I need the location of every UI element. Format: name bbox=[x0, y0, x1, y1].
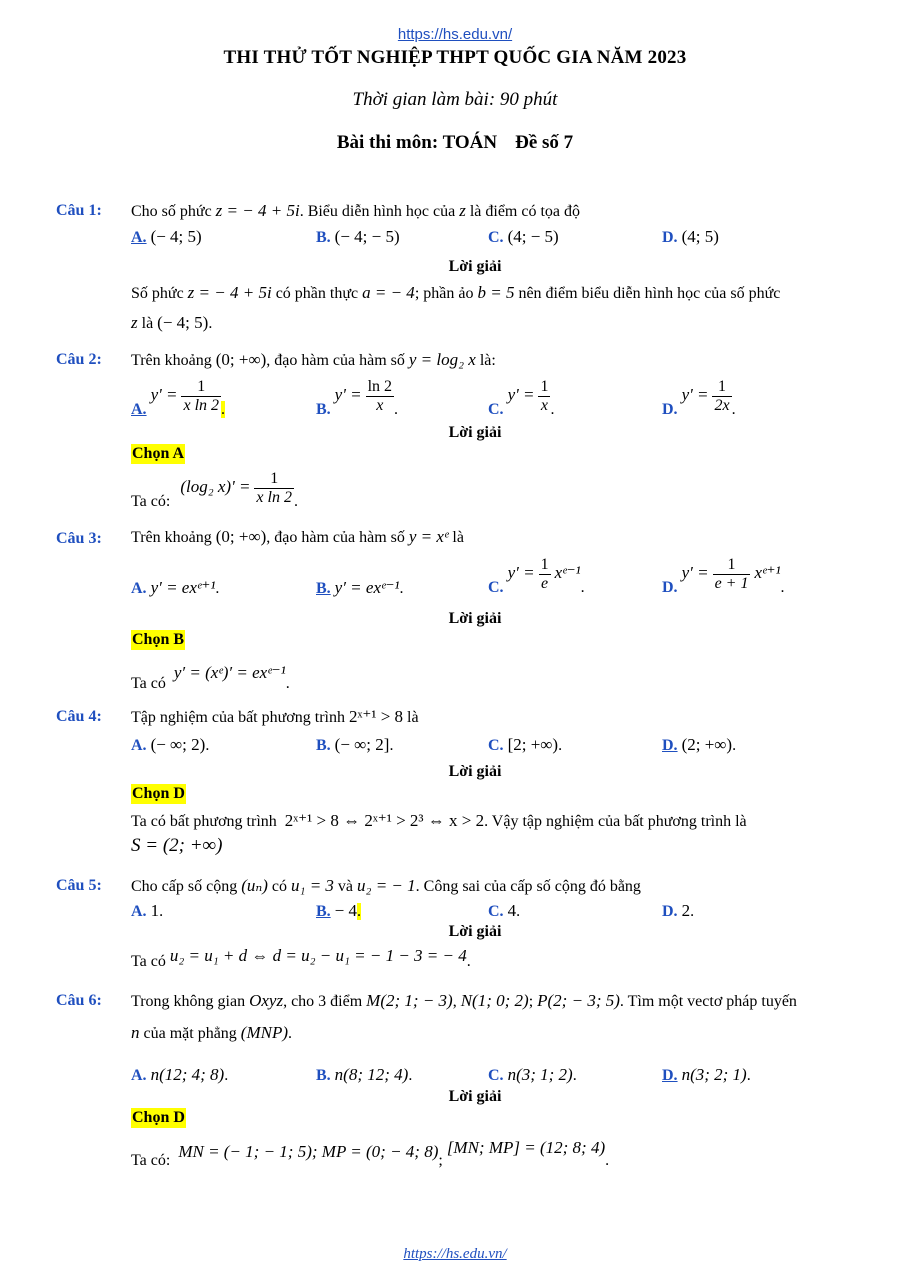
option-value: − 4 bbox=[334, 901, 358, 920]
q3-option-a[interactable] bbox=[131, 578, 219, 599]
q2-option-c[interactable] bbox=[488, 378, 554, 420]
option-letter: D. bbox=[662, 401, 678, 419]
numerator: 1 bbox=[181, 378, 221, 397]
option-value: 4 bbox=[507, 901, 517, 920]
q5-option-a[interactable] bbox=[131, 901, 163, 922]
punct: . bbox=[288, 1025, 293, 1042]
q4-solution-heading: Lời giải bbox=[448, 763, 502, 780]
q4-label: Câu 4: bbox=[56, 708, 102, 725]
fraction bbox=[713, 556, 751, 593]
option-letter: C. bbox=[488, 401, 504, 419]
q6-answer-choice: Chọn D bbox=[132, 1109, 185, 1126]
q5-option-d[interactable] bbox=[662, 901, 694, 922]
option-letter: B. bbox=[316, 580, 331, 597]
q6-stem bbox=[131, 991, 797, 1012]
exam-title: THI THỬ TỐT NGHIỆP THPT QUỐC GIA NĂM 2023 bbox=[223, 47, 687, 68]
q1-stem-text: là điểm có tọa độ bbox=[469, 203, 581, 220]
q5-option-c[interactable] bbox=[488, 901, 520, 922]
numerator: 1 bbox=[540, 378, 549, 395]
numerator: 1 bbox=[540, 556, 549, 573]
option-value: y′ = bbox=[681, 563, 709, 583]
punct: . bbox=[690, 903, 695, 920]
q6-stem-text: . Tìm một vectơ pháp tuyến bbox=[619, 993, 797, 1010]
option-value: y' = bbox=[334, 385, 362, 405]
q2-option-d[interactable] bbox=[662, 378, 736, 420]
q4-option-d[interactable] bbox=[662, 735, 736, 756]
q5-stem-math: u₁ = 3 bbox=[291, 876, 334, 895]
punct: . bbox=[732, 737, 737, 754]
option-letter: D. bbox=[662, 1067, 678, 1084]
option-value: (− ∞; 2) bbox=[150, 735, 206, 754]
sol-math: MN = (− 1; − 1; 5); MP = (0; − 4; 8) bbox=[178, 1142, 439, 1161]
punct: . bbox=[285, 675, 290, 692]
exam-subject bbox=[0, 132, 910, 154]
option-value: 1 bbox=[150, 901, 160, 920]
option-value: y' = bbox=[507, 385, 535, 405]
punct: . bbox=[466, 953, 471, 970]
footer-site-link[interactable]: https://hs.edu.vn/ bbox=[403, 1246, 507, 1262]
q4-stem-text: Tập nghiệm của bất phương trình bbox=[131, 709, 345, 726]
sol-text: Ta có: bbox=[131, 493, 171, 511]
option-value: 2 bbox=[681, 901, 691, 920]
sol-text: là bbox=[141, 315, 154, 332]
option-letter: B. bbox=[316, 903, 331, 920]
denominator: x bbox=[540, 397, 549, 414]
punct: . bbox=[572, 1067, 577, 1084]
q1-solution-line bbox=[131, 283, 780, 304]
fraction bbox=[181, 378, 221, 415]
option-letter: D. bbox=[662, 579, 678, 597]
punct: . bbox=[159, 903, 164, 920]
sol-text: Ta có bbox=[131, 675, 166, 692]
option-value: y′ = exᵉ⁺¹ bbox=[150, 578, 216, 597]
option-value: n(12; 4; 8) bbox=[150, 1065, 225, 1084]
option-value: (− 4; − 5) bbox=[334, 227, 400, 246]
sol-math: b = 5 bbox=[477, 283, 515, 302]
sol-math: a = − 4 bbox=[362, 283, 415, 302]
q4-answer-choice: Chọn D bbox=[132, 785, 185, 802]
option-value: y' = bbox=[150, 385, 178, 405]
denominator: 2x bbox=[714, 397, 730, 414]
punct: . bbox=[389, 737, 394, 754]
option-value: (− ∞; 2] bbox=[334, 735, 390, 754]
q3-option-b[interactable] bbox=[316, 578, 404, 599]
sol-math: z = − 4 + 5i bbox=[187, 283, 272, 302]
sol-math: y′ = (xᵉ)′ = exᵉ⁻¹ bbox=[173, 663, 286, 682]
option-letter: B. bbox=[316, 401, 331, 419]
q5-option-b[interactable] bbox=[316, 901, 361, 922]
punct: . bbox=[399, 580, 404, 597]
option-value: y′ = exᵉ⁻¹ bbox=[334, 578, 400, 597]
option-letter: C. bbox=[488, 737, 504, 754]
q6-option-a[interactable] bbox=[131, 1065, 228, 1086]
q3-stem bbox=[131, 527, 464, 548]
q3-stem-math: (0; +∞) bbox=[215, 527, 267, 546]
q4-solution-set bbox=[131, 836, 222, 857]
option-letter: D. bbox=[662, 229, 678, 246]
option-value: [2; +∞) bbox=[507, 735, 559, 754]
fraction bbox=[712, 378, 731, 415]
q2-solution-line bbox=[131, 470, 298, 512]
q1-option-c[interactable] bbox=[488, 227, 559, 248]
exam-code: Đề số 7 bbox=[515, 132, 574, 153]
q3-label: Câu 3: bbox=[56, 530, 102, 547]
q6-stem-math: n bbox=[131, 1023, 140, 1042]
option-letter: A. bbox=[131, 401, 147, 419]
fraction bbox=[538, 378, 550, 415]
option-value: xᵉ⁺¹ bbox=[754, 563, 781, 583]
q6-option-b[interactable] bbox=[316, 1065, 412, 1086]
q3-option-c[interactable] bbox=[488, 556, 585, 598]
q6-option-c[interactable] bbox=[488, 1065, 577, 1086]
option-value: (2; +∞) bbox=[681, 735, 733, 754]
sol-text: Ta có bbox=[131, 953, 166, 970]
q3-stem-text: là bbox=[452, 529, 464, 546]
exam-time: Thời gian làm bài: 90 phút bbox=[352, 89, 558, 110]
punct: , bbox=[452, 993, 457, 1010]
denominator: x ln 2 bbox=[183, 397, 220, 414]
punct: . bbox=[205, 737, 210, 754]
q5-stem-text: và bbox=[337, 878, 354, 895]
q1-stem-text: Cho số phức bbox=[131, 203, 212, 220]
option-value: (− 4; 5) bbox=[150, 227, 202, 246]
punct: . bbox=[550, 401, 555, 419]
punct: . bbox=[293, 493, 298, 511]
option-letter: A. bbox=[131, 737, 147, 754]
option-letter: A. bbox=[131, 903, 147, 920]
q5-label: Câu 5: bbox=[56, 877, 102, 894]
option-letter: A. bbox=[131, 580, 147, 597]
sol-math: S = (2; +∞) bbox=[131, 835, 223, 856]
q2-stem bbox=[131, 350, 496, 371]
option-letter: C. bbox=[488, 903, 504, 920]
header-site-link[interactable]: https://hs.edu.vn/ bbox=[397, 26, 513, 43]
q1-option-b[interactable] bbox=[316, 227, 400, 248]
q4-stem-text: là bbox=[407, 709, 419, 726]
q4-solution-text bbox=[131, 811, 873, 832]
q3-solution-line bbox=[131, 663, 290, 694]
q5-stem bbox=[131, 876, 641, 897]
option-value: y' = bbox=[681, 385, 709, 405]
q2-label: Câu 2: bbox=[56, 351, 102, 368]
fraction bbox=[254, 470, 294, 507]
q2-option-a[interactable] bbox=[131, 378, 225, 420]
sol-text: . Vậy tập nghiệm của bất phương trình là bbox=[484, 813, 747, 830]
q1-label: Câu 1: bbox=[56, 202, 102, 219]
q6-stem-text: , cho 3 điểm bbox=[283, 993, 363, 1010]
q5-stem-math: u₂ = − 1 bbox=[357, 876, 416, 895]
sol-text: có phần thực bbox=[275, 285, 359, 302]
q4-option-b[interactable] bbox=[316, 735, 393, 756]
sol-text: Số phức bbox=[131, 285, 184, 302]
q4-option-c[interactable] bbox=[488, 735, 562, 756]
q1-option-d[interactable] bbox=[662, 227, 719, 248]
option-letter: B. bbox=[316, 1067, 331, 1084]
sol-math: (− 4; 5) bbox=[157, 313, 209, 332]
q2-stem-text: Trên khoảng bbox=[131, 352, 212, 369]
numerator: ln 2 bbox=[367, 378, 393, 395]
punct: . bbox=[605, 1152, 610, 1169]
option-value: n(8; 12; 4) bbox=[334, 1065, 409, 1084]
punct: . bbox=[731, 401, 736, 419]
numerator: 1 bbox=[713, 556, 751, 575]
option-letter: C. bbox=[488, 229, 504, 246]
option-value: n(3; 1; 2) bbox=[507, 1065, 573, 1084]
denominator: x bbox=[376, 397, 384, 414]
punct: . bbox=[580, 579, 585, 597]
option-letter: A. bbox=[131, 1067, 147, 1084]
option-letter: D. bbox=[662, 737, 678, 754]
numerator: 1 bbox=[712, 378, 731, 397]
q6-stem-math: (MNP) bbox=[240, 1023, 289, 1042]
option-letter: D. bbox=[662, 903, 678, 920]
option-letter: A. bbox=[131, 229, 147, 246]
q2-option-b[interactable] bbox=[316, 378, 398, 420]
punct: . bbox=[224, 1067, 229, 1084]
q3-solution-heading: Lời giải bbox=[448, 610, 502, 627]
option-letter: B. bbox=[316, 737, 331, 754]
sol-math: [MN; MP] = (12; 8; 4) bbox=[446, 1138, 606, 1157]
punct: . bbox=[357, 903, 362, 920]
q5-stem-text: . Công sai của cấp số cộng đó bằng bbox=[415, 878, 641, 895]
q6-stem-text: của mặt phẳng bbox=[143, 1025, 237, 1042]
sol-math: (log₂ x)' = bbox=[180, 477, 251, 497]
punct: . bbox=[558, 737, 563, 754]
q5-stem-text: có bbox=[271, 878, 288, 895]
q6-stem-math: N(1; 0; 2) bbox=[460, 991, 529, 1010]
q4-stem bbox=[131, 707, 419, 728]
q2-stem-math: (0; +∞) bbox=[215, 350, 267, 369]
subject-label: Bài thi môn: TOÁN bbox=[336, 132, 498, 153]
punct: . bbox=[408, 1067, 413, 1084]
q6-solution-line bbox=[131, 1138, 610, 1171]
q6-stem-math: Oxyz bbox=[249, 991, 284, 1010]
q2-stem-math: y = log₂ x bbox=[408, 350, 476, 369]
punct: . bbox=[221, 401, 226, 419]
q5-solution-heading: Lời giải bbox=[448, 923, 502, 940]
punct: . bbox=[208, 315, 213, 332]
q5-stem-text: Cho cấp số cộng bbox=[131, 878, 238, 895]
punct: . bbox=[215, 580, 220, 597]
q3-answer-choice: Chọn B bbox=[132, 631, 185, 648]
q1-solution-line-2 bbox=[131, 313, 212, 334]
q6-option-d[interactable] bbox=[662, 1065, 751, 1086]
q3-option-d[interactable] bbox=[662, 556, 785, 598]
q5-solution-line bbox=[131, 946, 471, 972]
option-letter: B. bbox=[316, 229, 331, 246]
fraction bbox=[539, 556, 551, 593]
q1-solution-heading: Lời giải bbox=[448, 258, 502, 275]
q2-solution-heading: Lời giải bbox=[448, 424, 502, 441]
q3-stem-text: , đạo hàm của hàm số bbox=[266, 529, 405, 546]
numerator: 1 bbox=[254, 470, 294, 489]
option-letter: C. bbox=[488, 579, 504, 597]
q5-stem-math: (uₙ) bbox=[241, 876, 268, 895]
q4-option-a[interactable] bbox=[131, 735, 209, 756]
q6-label: Câu 6: bbox=[56, 992, 102, 1009]
q1-stem-math: z = − 4 + 5i bbox=[215, 201, 300, 220]
sol-math: u₂ = u₁ + d ⇔ d = u₂ − u₁ = − 1 − 3 = − 4 bbox=[169, 946, 467, 965]
fraction bbox=[366, 378, 394, 415]
punct: ; bbox=[438, 1152, 443, 1169]
q1-stem-math: z bbox=[459, 201, 466, 220]
option-value: n(3; 2; 1) bbox=[681, 1065, 747, 1084]
q2-answer-choice: Chọn A bbox=[132, 445, 185, 462]
q1-stem bbox=[131, 201, 580, 222]
punct: . bbox=[780, 579, 785, 597]
punct: . bbox=[746, 1067, 751, 1084]
punct: . bbox=[516, 903, 521, 920]
q3-stem-math: y = xᵉ bbox=[408, 527, 449, 546]
q6-stem-line-2 bbox=[131, 1023, 292, 1044]
q2-stem-text: , đạo hàm của hàm số bbox=[266, 352, 405, 369]
punct: ; bbox=[528, 993, 534, 1010]
q6-stem-text: Trong không gian bbox=[131, 993, 246, 1010]
sol-text: nên điểm biểu diễn hình học của số phức bbox=[518, 285, 781, 302]
q3-stem-text: Trên khoảng bbox=[131, 529, 212, 546]
option-value: xᵉ⁻¹ bbox=[554, 563, 581, 583]
sol-text: Ta có bất phương trình bbox=[131, 813, 277, 830]
denominator: x ln 2 bbox=[256, 489, 292, 506]
sol-text: Ta có: bbox=[131, 1152, 171, 1169]
option-value: y′ = bbox=[507, 563, 535, 583]
sol-math: 2ˣ⁺¹ > 8 ⇔ 2ˣ⁺¹ > 2³ ⇔ x > 2 bbox=[284, 811, 485, 830]
denominator: e bbox=[541, 575, 549, 592]
punct: . bbox=[394, 401, 399, 419]
option-value: (4; 5) bbox=[681, 227, 719, 246]
q4-stem-math: 2ˣ⁺¹ > 8 bbox=[348, 707, 404, 726]
option-letter: C. bbox=[488, 1067, 504, 1084]
sol-math: z bbox=[131, 313, 138, 332]
q2-stem-text: là: bbox=[479, 352, 496, 369]
q6-stem-math: M(2; 1; − 3) bbox=[366, 991, 453, 1010]
denominator: e + 1 bbox=[714, 575, 749, 592]
sol-text: ; phần ảo bbox=[414, 285, 474, 302]
option-value: (4; − 5) bbox=[507, 227, 559, 246]
q6-solution-heading: Lời giải bbox=[448, 1088, 502, 1105]
q6-stem-math: P(2; − 3; 5) bbox=[537, 991, 620, 1010]
q1-option-a[interactable] bbox=[131, 227, 202, 248]
q1-stem-text: . Biểu diễn hình học của bbox=[299, 203, 456, 220]
